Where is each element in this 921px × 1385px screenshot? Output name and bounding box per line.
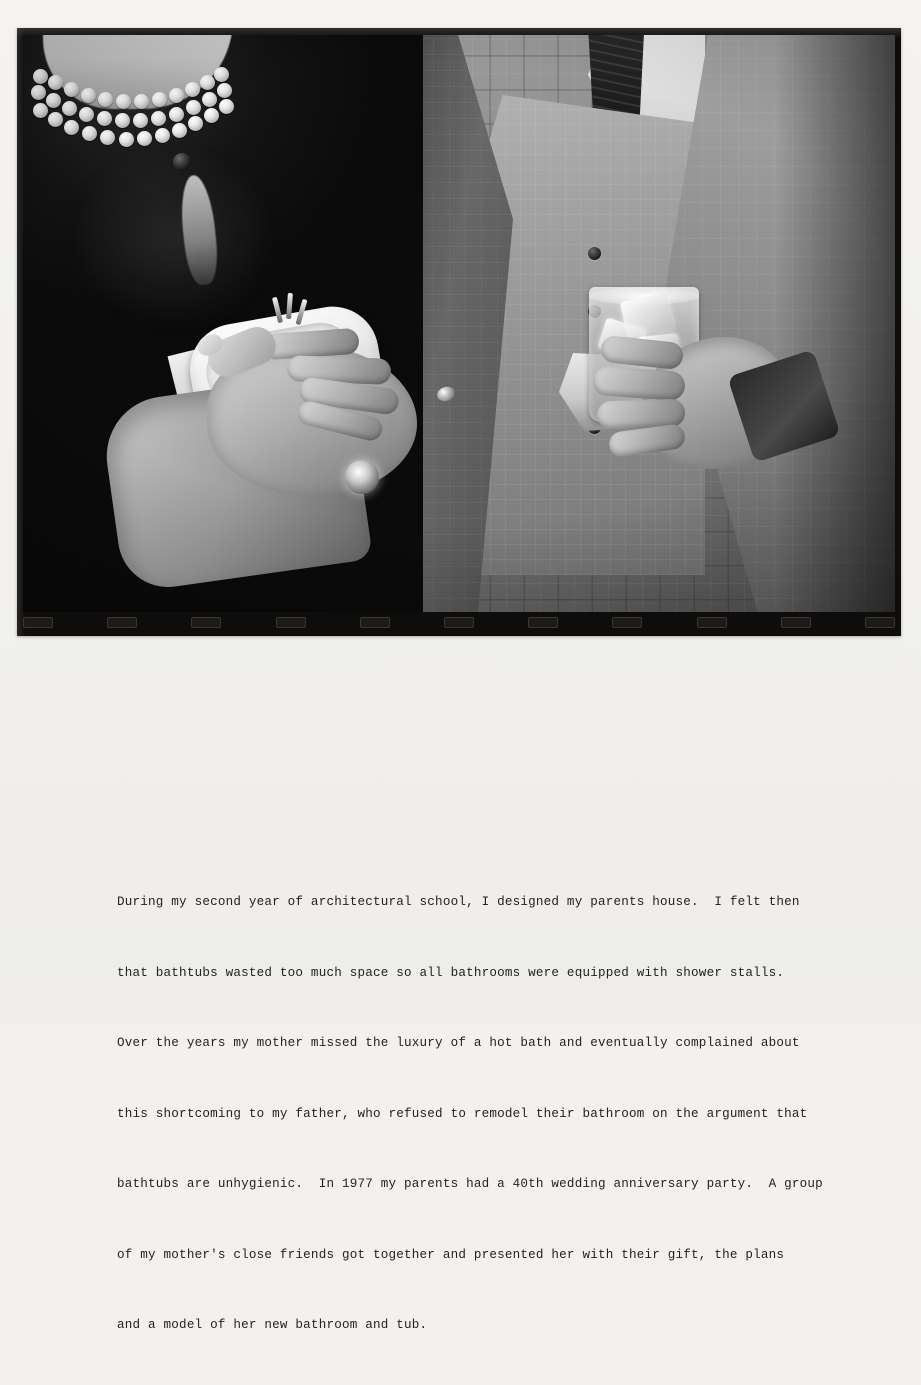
pearl	[134, 94, 149, 109]
pearl	[33, 69, 48, 84]
film-notch	[107, 617, 137, 628]
pearl	[202, 92, 217, 107]
caption-line: that bathtubs wasted too much space so all bathrooms were equipped with shower stalls.	[117, 965, 785, 980]
pearl	[169, 107, 184, 122]
caption-block	[117, 844, 837, 1385]
caption-line: Over the years my mother missed the luxury of a hot bath and eventually complained about	[117, 1036, 800, 1050]
pearl	[48, 112, 63, 127]
finger	[592, 366, 686, 401]
pearl	[155, 128, 170, 143]
pearl	[186, 100, 201, 115]
pearl	[31, 85, 46, 100]
pearl	[79, 107, 94, 122]
pearl	[46, 93, 61, 108]
film-notch	[697, 617, 727, 628]
pearl	[151, 111, 166, 126]
pearl	[64, 120, 79, 135]
film-notch	[23, 617, 53, 628]
pearl	[82, 126, 97, 141]
pearl	[169, 88, 184, 103]
pearl	[119, 132, 134, 147]
pearl	[62, 101, 77, 116]
film-border	[17, 28, 901, 636]
pearl-necklace	[31, 63, 261, 173]
pearl	[200, 75, 215, 90]
film-notch	[191, 617, 221, 628]
diamond-ring	[345, 460, 379, 494]
pearl	[137, 131, 152, 146]
pearl	[219, 99, 234, 114]
caption-line: of my mother's close friends got together and presented her with their gift, the plans	[117, 1247, 785, 1262]
pearl	[48, 75, 63, 90]
womans-hands	[111, 297, 471, 587]
photograph	[17, 28, 901, 636]
pearl	[133, 113, 148, 128]
film-notch	[528, 617, 558, 628]
pearl	[33, 103, 48, 118]
right-edge-shadow	[775, 35, 895, 612]
mans-hand	[583, 317, 793, 487]
pearl	[188, 116, 203, 131]
film-notch	[276, 617, 306, 628]
film-notch	[444, 617, 474, 628]
pearl	[115, 113, 130, 128]
pearl	[214, 67, 229, 82]
scene	[23, 35, 895, 612]
pearl	[64, 82, 79, 97]
caption-line: this shortcoming to my father, who refused to remodel their bathroom on the argument that	[117, 1106, 808, 1121]
pearl	[100, 130, 115, 145]
film-notch-row	[23, 617, 895, 633]
pearl	[185, 82, 200, 97]
film-notch	[360, 617, 390, 628]
pearl	[116, 94, 131, 109]
pearl	[204, 108, 219, 123]
photograph-image	[23, 35, 895, 612]
film-notch	[612, 617, 642, 628]
finger	[287, 355, 392, 385]
finger	[600, 335, 684, 370]
pearl	[217, 83, 232, 98]
pearl	[172, 123, 187, 138]
pearl	[81, 88, 96, 103]
film-notch	[865, 617, 895, 628]
pearl	[152, 92, 167, 107]
waistcoat-button	[588, 247, 601, 260]
caption-line: bathtubs are unhygienic. In 1977 my parents had a 40th wedding anniversary party. A group	[117, 1177, 823, 1191]
pearl	[98, 92, 113, 107]
caption-line: and a model of her new bathroom and tub.	[117, 1318, 428, 1332]
caption-line: During my second year of architectural school, I designed my parents house. I felt then	[117, 895, 800, 909]
pearl	[97, 111, 112, 126]
film-notch	[781, 617, 811, 628]
